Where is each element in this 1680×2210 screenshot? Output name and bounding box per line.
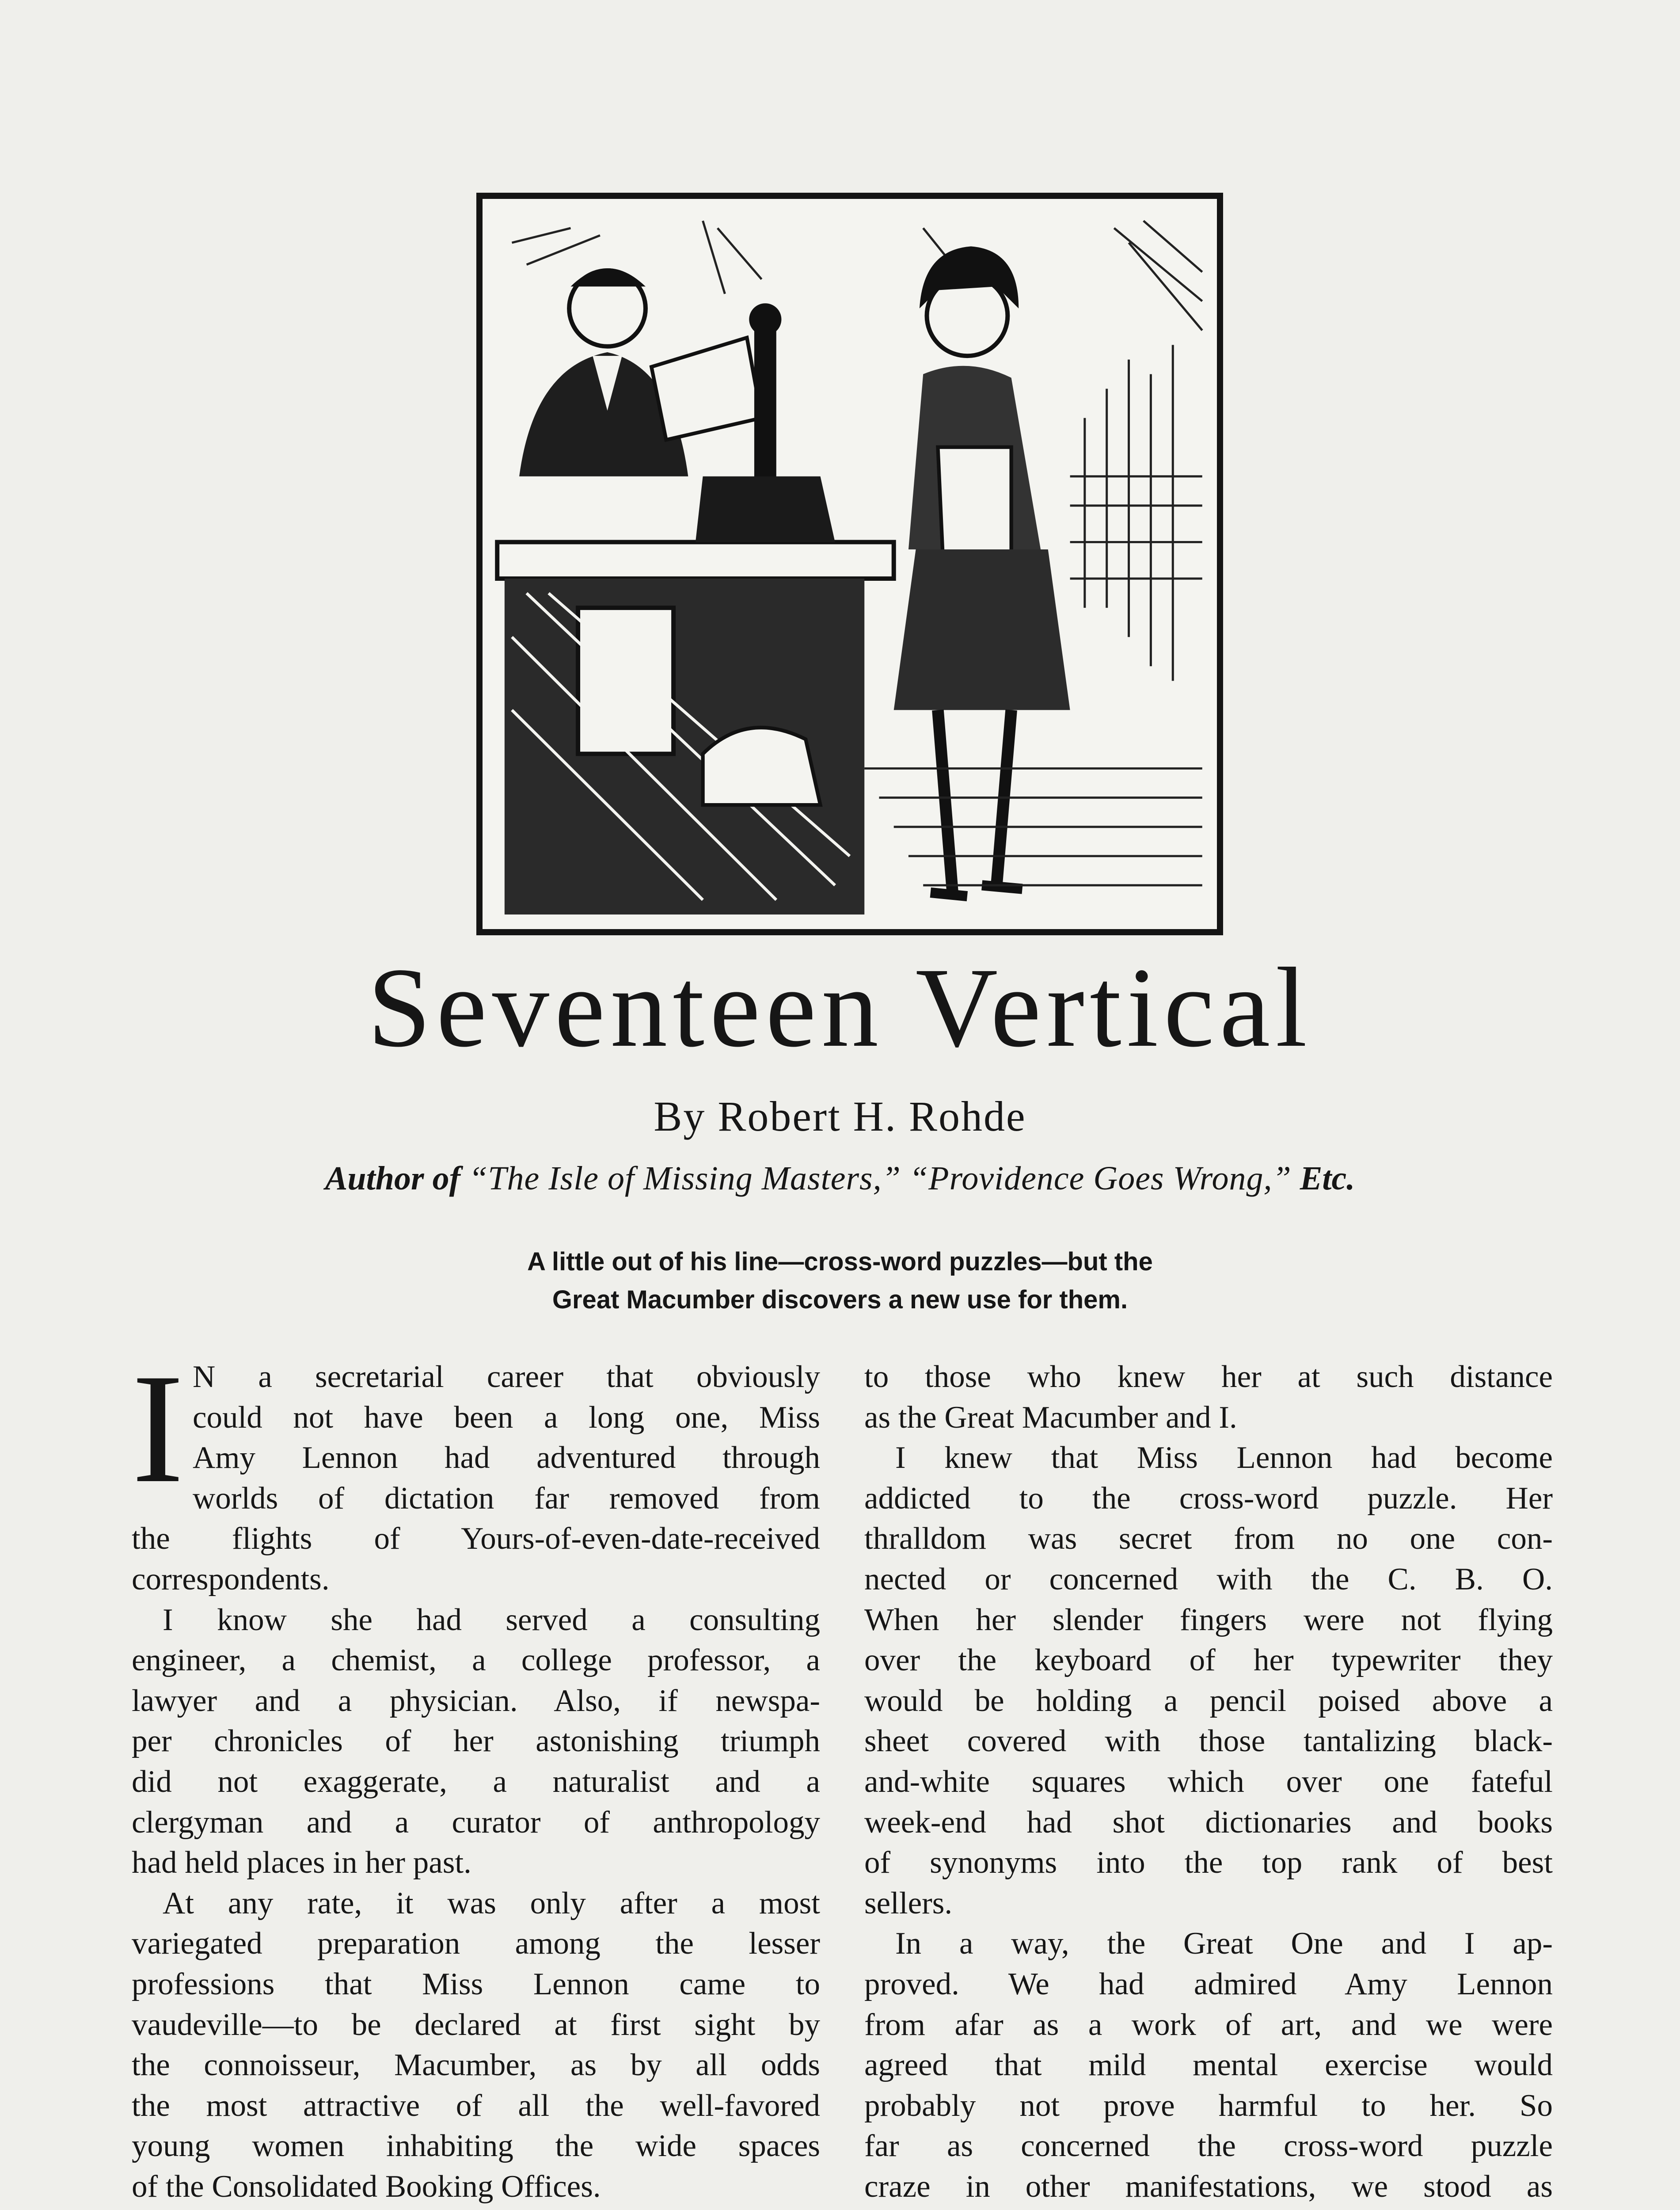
text-line: week-end had shot dictionaries and books bbox=[864, 1805, 1553, 1840]
text-line: craze in other manifestations, we stood as bbox=[864, 2169, 1553, 2204]
text-line: the connoisseur, Macumber, as by all odds bbox=[132, 2048, 820, 2083]
text-line: clergyman and a curator of anthropology bbox=[132, 1805, 820, 1840]
text-line: lawyer and a physician. Also, if newspa- bbox=[132, 1683, 820, 1718]
text-line: the flights of Yours-of-even-date-received bbox=[132, 1521, 820, 1556]
text-line: young women inhabiting the wide spaces bbox=[132, 2129, 820, 2164]
text-line bbox=[132, 2207, 820, 2210]
story-blurb bbox=[0, 1243, 1680, 1319]
text-line: thralldom was secret from no one con- bbox=[864, 1521, 1553, 1556]
opening-paragraph bbox=[132, 1341, 820, 1600]
blurb-line: A little out of his line—cross-word puzzles—but the bbox=[527, 1247, 1153, 1276]
blurb-line: Great Macumber discovers a new use for them. bbox=[552, 1285, 1128, 1314]
text-line: over the keyboard of her typewriter they bbox=[864, 1643, 1553, 1678]
office-scene-drawing bbox=[483, 199, 1217, 929]
text-line: In a way, the Great One and I ap- bbox=[895, 1926, 1553, 1961]
text-line: At any rate, it was only after a most bbox=[163, 1886, 820, 1920]
byline: By Robert H. Rohde bbox=[654, 1093, 1026, 1140]
text-line: the most attractive of all the well-favored bbox=[132, 2088, 820, 2123]
text-line: Amy Lennon had adventured through bbox=[193, 1440, 820, 1475]
text-line: as the Great Macumber and I. bbox=[864, 1400, 1237, 1435]
text-line: When her slender fingers were not flying bbox=[864, 1602, 1553, 1637]
etc-label: Etc. bbox=[1300, 1160, 1355, 1197]
text-line: per chronicles of her astonishing triumph bbox=[132, 1724, 820, 1759]
author-label: Author of bbox=[325, 1160, 460, 1197]
text-line: and-white squares which over one fateful bbox=[864, 1764, 1553, 1799]
text-line: did not exaggerate, a naturalist and a bbox=[132, 1764, 820, 1799]
text-line: would be holding a pencil poised above a bbox=[864, 1683, 1553, 1718]
text-line: sellers. bbox=[864, 1886, 953, 1920]
text-line: far as concerned the cross-word puzzle bbox=[864, 2129, 1553, 2164]
text-line: worlds of dictation far removed from bbox=[193, 1481, 820, 1516]
text-line: from afar as a work of art, and we were bbox=[864, 2007, 1553, 2042]
text-line: addicted to the cross-word puzzle. Her bbox=[864, 1481, 1553, 1516]
left-text-column bbox=[132, 1341, 820, 2210]
text-line: I knew that Miss Lennon had become bbox=[895, 1440, 1553, 1475]
text-line: had held places in her past. bbox=[132, 1845, 471, 1880]
text-line: engineer, a chemist, a college professor, a bbox=[132, 1643, 820, 1678]
credited-work-1: “The Isle of Missing Masters,” bbox=[468, 1160, 901, 1197]
text-line: probably not prove harmful to her. So bbox=[864, 2088, 1553, 2123]
text-line: agreed that mild mental exercise would bbox=[864, 2048, 1553, 2083]
text-line: to those who knew her at such distance bbox=[864, 1360, 1553, 1394]
text-line: of synonyms into the top rank of best bbox=[864, 1845, 1553, 1880]
right-text-column bbox=[864, 1357, 1553, 2210]
text-line: N a secretarial career that obviously bbox=[193, 1360, 820, 1394]
text-line bbox=[864, 2207, 1553, 2210]
text-line: nected or concerned with the C. B. O. bbox=[864, 1562, 1553, 1597]
text-line: of the Consolidated Booking Offices. bbox=[132, 2169, 601, 2204]
text-line: variegated preparation among the lesser bbox=[132, 1926, 820, 1961]
drop-cap: I bbox=[132, 1341, 184, 1515]
text-line: I know she had served a consulting bbox=[163, 1602, 820, 1637]
text-line: proved. We had admired Amy Lennon bbox=[864, 1966, 1553, 2001]
credited-work-2: “Providence Goes Wrong,” bbox=[909, 1160, 1292, 1197]
text-line: vaudeville—to be declared at first sight by bbox=[132, 2007, 820, 2042]
article-title: Seventeen Vertical bbox=[367, 944, 1313, 1071]
text-line: sheet covered with those tantalizing black- bbox=[864, 1724, 1553, 1759]
text-line: professions that Miss Lennon came to bbox=[132, 1966, 820, 2001]
story-illustration bbox=[476, 193, 1223, 935]
text-line: correspondents. bbox=[132, 1562, 330, 1597]
text-line: could not have been a long one, Miss bbox=[193, 1400, 820, 1435]
author-credits bbox=[0, 1162, 1680, 1195]
